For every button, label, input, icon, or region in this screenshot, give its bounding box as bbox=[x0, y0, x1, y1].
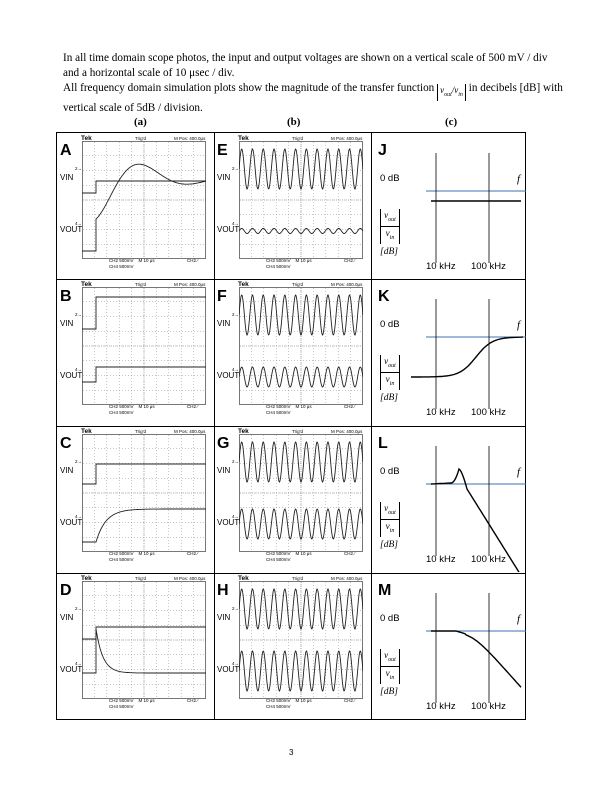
scope-screen bbox=[82, 581, 206, 699]
db-unit-label: [dB] bbox=[380, 687, 398, 697]
panel-letter: A bbox=[60, 142, 72, 159]
tek-logo: Tek bbox=[81, 281, 92, 288]
vout-sub: out bbox=[388, 216, 396, 223]
column-heading-a: (a) bbox=[134, 116, 147, 128]
channel-4-marker: 4→ bbox=[232, 514, 240, 519]
channel-4-marker: 4→ bbox=[232, 221, 240, 226]
tick-label-100khz: 100 kHz bbox=[471, 261, 506, 272]
scope-screen bbox=[239, 287, 363, 405]
ch2-trigger: CH2 ∕ bbox=[344, 551, 356, 556]
trigger-status: Trig'd bbox=[292, 429, 303, 434]
scope-settings bbox=[109, 551, 155, 563]
vout-v: v bbox=[384, 503, 389, 513]
tick-label-10khz: 10 kHz bbox=[426, 701, 456, 712]
scope-cell bbox=[57, 426, 214, 572]
tek-logo: Tek bbox=[238, 135, 249, 142]
vout-label: VOUT bbox=[60, 665, 83, 674]
ch2-trigger: CH2 ∕ bbox=[187, 551, 199, 556]
vout-sub: out bbox=[388, 509, 396, 516]
horizontal-position: M Pos: 400.0μs bbox=[331, 136, 363, 141]
trigger-status: Trig'd bbox=[135, 429, 146, 434]
vout-label: VOUT bbox=[217, 371, 240, 380]
vout-v: v bbox=[384, 650, 389, 660]
vin-symbol bbox=[380, 667, 400, 684]
ch2-scale: CH2 500mV bbox=[109, 698, 134, 703]
ch2-trigger: CH2 ∕ bbox=[187, 698, 199, 703]
scope-settings bbox=[266, 258, 312, 270]
bode-plot bbox=[371, 133, 527, 279]
magnitude-curve bbox=[431, 631, 521, 687]
panel-letter: F bbox=[217, 288, 227, 305]
vin-v: v bbox=[385, 520, 390, 531]
transfer-function-label bbox=[380, 209, 400, 244]
time-scale: M 10 μs bbox=[295, 698, 312, 703]
vin-label: VIN bbox=[60, 466, 74, 475]
tek-logo: Tek bbox=[81, 428, 92, 435]
vin-label: VIN bbox=[217, 613, 231, 622]
tek-logo: Tek bbox=[238, 428, 249, 435]
tek-logo: Tek bbox=[81, 575, 92, 582]
transfer-function-symbol: $v_{out}/v_{in}$ bbox=[437, 84, 466, 101]
channel-4-marker: 4→ bbox=[75, 221, 83, 226]
ch2-scale: CH2 500mV bbox=[266, 698, 291, 703]
scope-screen bbox=[82, 287, 206, 405]
bode-cell bbox=[371, 426, 527, 572]
ch2-scale: CH2 500mV bbox=[266, 258, 291, 263]
scope-screen bbox=[239, 141, 363, 259]
trigger-status: Trig'd bbox=[135, 136, 146, 141]
ch4-scale: CH4 500mV bbox=[266, 264, 291, 269]
vout-symbol bbox=[380, 502, 400, 520]
vin-v: v bbox=[385, 667, 390, 678]
transfer-function-label bbox=[380, 649, 400, 684]
ch2-trigger: CH2 ∕ bbox=[344, 698, 356, 703]
frequency-axis-label: f bbox=[517, 613, 521, 625]
vin-label: VIN bbox=[60, 319, 74, 328]
trigger-status: Trig'd bbox=[135, 576, 146, 581]
channel-2-marker: 2→ bbox=[75, 166, 83, 171]
panel-letter: B bbox=[60, 288, 72, 305]
horizontal-position: M Pos: 400.0μs bbox=[174, 576, 206, 581]
scope-cell bbox=[214, 133, 371, 279]
vout-sub: out bbox=[388, 656, 396, 663]
tek-logo: Tek bbox=[81, 135, 92, 142]
horizontal-position: M Pos: 400.0μs bbox=[331, 576, 363, 581]
channel-4-marker: 4→ bbox=[75, 514, 83, 519]
bode-cell bbox=[371, 573, 527, 719]
ch2-scale: CH2 500mV bbox=[266, 551, 291, 556]
vin-sub: in bbox=[389, 527, 395, 534]
vin-v: v bbox=[385, 227, 390, 238]
tick-label-100khz: 100 kHz bbox=[471, 407, 506, 418]
vout-symbol bbox=[380, 355, 400, 373]
zero-db-label: 0 dB bbox=[380, 466, 400, 477]
tick-label-100khz: 100 kHz bbox=[471, 554, 506, 565]
vout-label: VOUT bbox=[60, 225, 83, 234]
trigger-status: Trig'd bbox=[292, 136, 303, 141]
intro-line-2-pre: All frequency domain simulation plots show the magnitude of the transfer function bbox=[63, 82, 435, 94]
time-scale: M 10 μs bbox=[295, 551, 312, 556]
panel-letter: G bbox=[217, 435, 230, 452]
channel-4-marker: 4→ bbox=[232, 367, 240, 372]
db-unit-label: [dB] bbox=[380, 393, 398, 403]
scope-settings bbox=[266, 698, 312, 710]
channel-2-marker: 2→ bbox=[232, 606, 240, 611]
frequency-axis-label: f bbox=[517, 319, 521, 331]
panel-letter: L bbox=[378, 435, 388, 452]
vout-v: v bbox=[384, 210, 389, 220]
magnitude-curve bbox=[411, 337, 523, 377]
panel-letter: C bbox=[60, 435, 72, 452]
page-number: 3 bbox=[289, 748, 294, 757]
channel-2-marker: 2→ bbox=[75, 459, 83, 464]
transfer-function-label bbox=[380, 502, 400, 537]
scope-cell bbox=[57, 133, 214, 279]
time-scale: M 10 μs bbox=[138, 698, 155, 703]
time-scale: M 10 μs bbox=[138, 404, 155, 409]
scope-cell bbox=[57, 279, 214, 425]
tek-logo: Tek bbox=[238, 281, 249, 288]
ch4-scale: CH4 500mV bbox=[266, 410, 291, 415]
ch2-trigger: CH2 ∕ bbox=[187, 258, 199, 263]
vin-sub: in bbox=[389, 674, 395, 681]
time-scale: M 10 μs bbox=[138, 551, 155, 556]
intro-line-2-post: in decibels [dB] with vertical scale of 5dB / division. bbox=[63, 82, 563, 114]
horizontal-position: M Pos: 400.0μs bbox=[174, 429, 206, 434]
scope-settings bbox=[109, 404, 155, 416]
ch2-scale: CH2 500mV bbox=[109, 551, 134, 556]
bode-plot bbox=[371, 573, 527, 719]
panel-letter: M bbox=[378, 582, 392, 599]
db-unit-label: [dB] bbox=[380, 540, 398, 550]
channel-2-marker: 2→ bbox=[232, 312, 240, 317]
figure-grid bbox=[56, 132, 526, 720]
horizontal-position: M Pos: 400.0μs bbox=[174, 136, 206, 141]
intro-text bbox=[63, 51, 563, 116]
trigger-status: Trig'd bbox=[292, 282, 303, 287]
vout-v: v bbox=[384, 356, 389, 366]
vin-symbol bbox=[380, 373, 400, 390]
intro-line-2 bbox=[63, 81, 563, 116]
channel-2-marker: 2→ bbox=[232, 459, 240, 464]
ch2-trigger: CH2 ∕ bbox=[344, 404, 356, 409]
vin-label: VIN bbox=[60, 613, 74, 622]
tick-label-100khz: 100 kHz bbox=[471, 701, 506, 712]
zero-db-label: 0 dB bbox=[380, 173, 400, 184]
vin-label: VIN bbox=[217, 319, 231, 328]
tick-label-10khz: 10 kHz bbox=[426, 407, 456, 418]
vin-symbol bbox=[380, 520, 400, 537]
vout-symbol bbox=[380, 209, 400, 227]
vin-label: VIN bbox=[217, 466, 231, 475]
frequency-axis-label: f bbox=[517, 466, 521, 478]
scope-screen bbox=[82, 434, 206, 552]
scope-screen bbox=[239, 581, 363, 699]
bode-plot bbox=[371, 426, 527, 572]
ch2-trigger: CH2 ∕ bbox=[344, 258, 356, 263]
frequency-axis-label: f bbox=[517, 173, 521, 185]
bode-cell bbox=[371, 279, 527, 425]
ch4-scale: CH4 500mV bbox=[266, 704, 291, 709]
ch2-scale: CH2 500mV bbox=[109, 258, 134, 263]
panel-letter: H bbox=[217, 582, 229, 599]
column-heading-c: (c) bbox=[445, 116, 458, 128]
scope-screen bbox=[82, 141, 206, 259]
trigger-status: Trig'd bbox=[135, 282, 146, 287]
zero-db-label: 0 dB bbox=[380, 319, 400, 330]
ch4-scale: CH4 500mV bbox=[109, 264, 134, 269]
scope-cell bbox=[214, 426, 371, 572]
channel-4-marker: 4→ bbox=[75, 367, 83, 372]
ch4-scale: CH4 500mV bbox=[266, 557, 291, 562]
scope-cell bbox=[214, 279, 371, 425]
horizontal-position: M Pos: 400.0μs bbox=[331, 429, 363, 434]
time-scale: M 10 μs bbox=[138, 258, 155, 263]
bode-plot bbox=[371, 279, 527, 425]
tick-label-10khz: 10 kHz bbox=[426, 261, 456, 272]
transfer-function-label bbox=[380, 355, 400, 390]
channel-2-marker: 2→ bbox=[75, 312, 83, 317]
vin-symbol bbox=[380, 227, 400, 244]
panel-letter: J bbox=[378, 142, 387, 159]
vout-sub: out bbox=[388, 362, 396, 369]
horizontal-position: M Pos: 400.0μs bbox=[174, 282, 206, 287]
vin-sub: in bbox=[389, 380, 395, 387]
channel-2-marker: 2→ bbox=[232, 166, 240, 171]
zero-db-label: 0 dB bbox=[380, 613, 400, 624]
scope-settings bbox=[266, 551, 312, 563]
scope-settings bbox=[109, 698, 155, 710]
horizontal-position: M Pos: 400.0μs bbox=[331, 282, 363, 287]
ch2-scale: CH2 500mV bbox=[109, 404, 134, 409]
vout-symbol bbox=[380, 649, 400, 667]
time-scale: M 10 μs bbox=[295, 258, 312, 263]
tick-label-10khz: 10 kHz bbox=[426, 554, 456, 565]
column-heading-b: (b) bbox=[287, 116, 301, 128]
vin-sub: in bbox=[389, 234, 395, 241]
panel-letter: D bbox=[60, 582, 72, 599]
scope-cell bbox=[214, 573, 371, 719]
vin-label: VIN bbox=[60, 173, 74, 182]
trigger-status: Trig'd bbox=[292, 576, 303, 581]
scope-cell bbox=[57, 573, 214, 719]
scope-settings bbox=[109, 258, 155, 270]
intro-line-1: In all time domain scope photos, the input and output voltages are shown on a vertical scale of 500 mV / div and a horizontal scale of 10 μsec / div. bbox=[63, 52, 548, 79]
ch2-scale: CH2 500mV bbox=[266, 404, 291, 409]
vout-label: VOUT bbox=[60, 371, 83, 380]
ch4-scale: CH4 500mV bbox=[109, 557, 134, 562]
db-unit-label: [dB] bbox=[380, 247, 398, 257]
ch4-scale: CH4 500mV bbox=[109, 704, 134, 709]
vin-v: v bbox=[385, 373, 390, 384]
scope-settings bbox=[266, 404, 312, 416]
vin-label: VIN bbox=[217, 173, 231, 182]
channel-2-marker: 2→ bbox=[75, 606, 83, 611]
panel-letter: K bbox=[378, 288, 390, 305]
vout-label: VOUT bbox=[217, 518, 240, 527]
panel-letter: E bbox=[217, 142, 228, 159]
ch2-trigger: CH2 ∕ bbox=[187, 404, 199, 409]
channel-4-marker: 4→ bbox=[75, 661, 83, 666]
tek-logo: Tek bbox=[238, 575, 249, 582]
vout-label: VOUT bbox=[217, 665, 240, 674]
time-scale: M 10 μs bbox=[295, 404, 312, 409]
vout-label: VOUT bbox=[60, 518, 83, 527]
scope-screen bbox=[239, 434, 363, 552]
ch4-scale: CH4 500mV bbox=[109, 410, 134, 415]
vout-label: VOUT bbox=[217, 225, 240, 234]
bode-cell bbox=[371, 133, 527, 279]
channel-4-marker: 4→ bbox=[232, 661, 240, 666]
